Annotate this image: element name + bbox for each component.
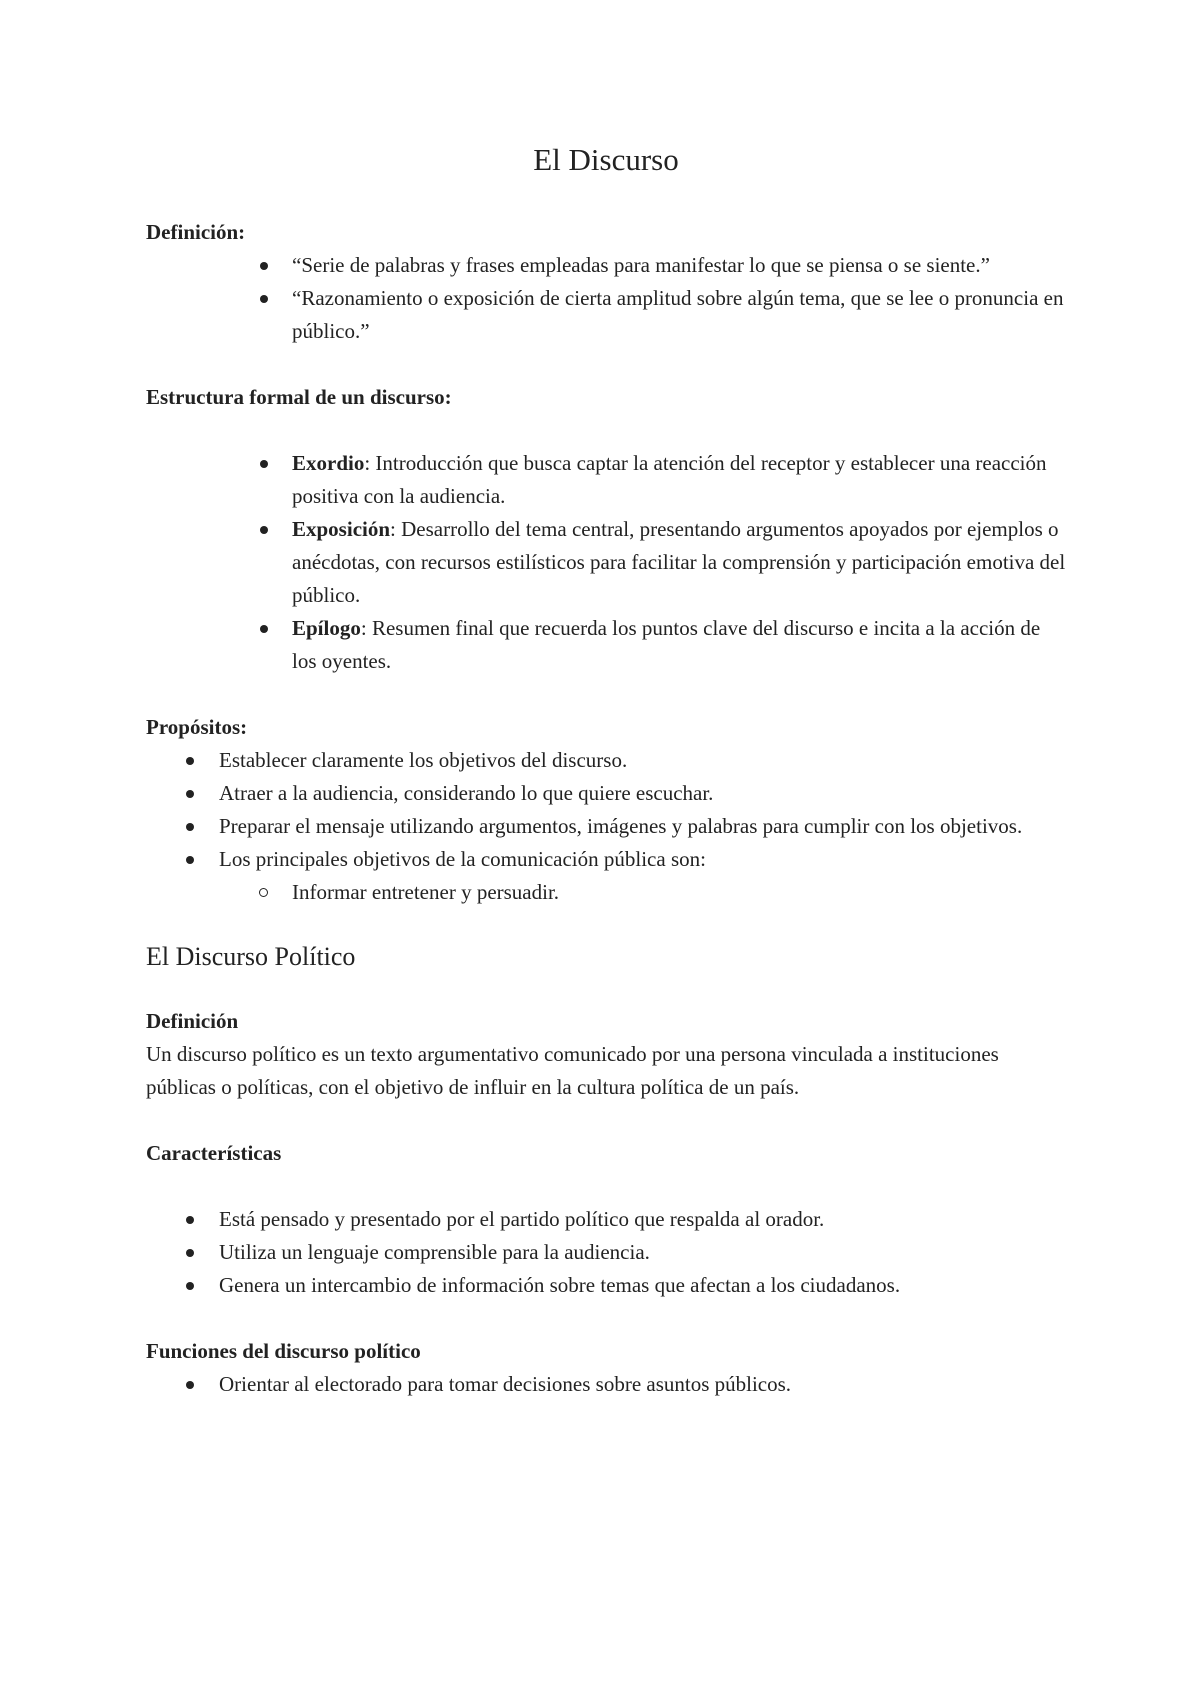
bullet-icon: [186, 1381, 194, 1389]
list-item: Atraer a la audiencia, considerando lo que quiere escuchar.: [146, 777, 1066, 810]
bullet-icon: [186, 856, 194, 864]
caracteristicas-list: [146, 1203, 1066, 1302]
propositos-heading: Propósitos:: [146, 715, 248, 739]
term-label: Exordio: [292, 451, 365, 475]
propositos-list: [146, 744, 1066, 909]
definicion-list: [146, 249, 1066, 348]
list-item: Utiliza un lenguaje comprensible para la audiencia.: [146, 1236, 1066, 1269]
bullet-icon: [260, 526, 268, 534]
bullet-icon: [260, 460, 268, 468]
funciones-list: [146, 1368, 1066, 1401]
hollow-bullet-icon: [259, 888, 268, 897]
list-item: Genera un intercambio de información sobre temas que afectan a los ciudadanos.: [146, 1269, 1066, 1302]
bullet-icon: [186, 757, 194, 765]
estructura-list: [146, 447, 1066, 678]
definicion-heading: Definición:: [146, 220, 246, 244]
page-title: El Discurso: [533, 142, 679, 177]
sub-list-item: Informar entretener y persuadir.: [146, 876, 1066, 909]
politico-definicion-heading: Definición: [146, 1009, 239, 1033]
list-item: “Serie de palabras y frases empleadas para manifestar lo que se piensa o se siente.”: [146, 249, 1066, 282]
bullet-icon: [260, 262, 268, 270]
bullet-icon: [186, 823, 194, 831]
list-item: Los principales objetivos de la comunicación pública son:: [146, 843, 1066, 876]
term-label: Epílogo: [292, 616, 361, 640]
list-item: Preparar el mensaje utilizando argumentos, imágenes y palabras para cumplir con los objetivos.: [146, 810, 1066, 843]
bullet-icon: [186, 1249, 194, 1257]
bullet-icon: [186, 1216, 194, 1224]
bullet-icon: [260, 295, 268, 303]
list-item: Orientar al electorado para tomar decisiones sobre asuntos públicos.: [146, 1368, 1066, 1401]
bullet-icon: [260, 625, 268, 633]
list-item: Exordio: Introducción que busca captar la atención del receptor y establecer una reacción positiva con la audiencia.: [146, 447, 1066, 513]
politico-definicion-text: Un discurso político es un texto argumentativo comunicado por una persona vinculada a instituciones públicas o políticas, con el objetivo de influir en la cultura política de un país.: [146, 1042, 999, 1099]
list-item: “Razonamiento o exposición de cierta amplitud sobre algún tema, que se lee o pronuncia en público.”: [146, 282, 1066, 348]
list-item: Exposición: Desarrollo del tema central, presentando argumentos apoyados por ejemplos o anécdotas, con recursos estilísticos para facilitar la comprensión y participación emotiva del público.: [146, 513, 1066, 612]
term-label: Exposición: [292, 517, 391, 541]
list-item: Está pensado y presentado por el partido político que respalda al orador.: [146, 1203, 1066, 1236]
funciones-heading: Funciones del discurso político: [146, 1339, 421, 1363]
section-heading-politico: El Discurso Político: [146, 942, 356, 971]
bullet-icon: [186, 1282, 194, 1290]
estructura-heading: Estructura formal de un discurso:: [146, 385, 452, 409]
bullet-icon: [186, 790, 194, 798]
document-page: [146, 140, 1066, 1401]
list-item: Epílogo: Resumen final que recuerda los puntos clave del discurso e incita a la acción de los oyentes.: [146, 612, 1066, 678]
list-item: Establecer claramente los objetivos del discurso.: [146, 744, 1066, 777]
caracteristicas-heading: Características: [146, 1141, 282, 1165]
